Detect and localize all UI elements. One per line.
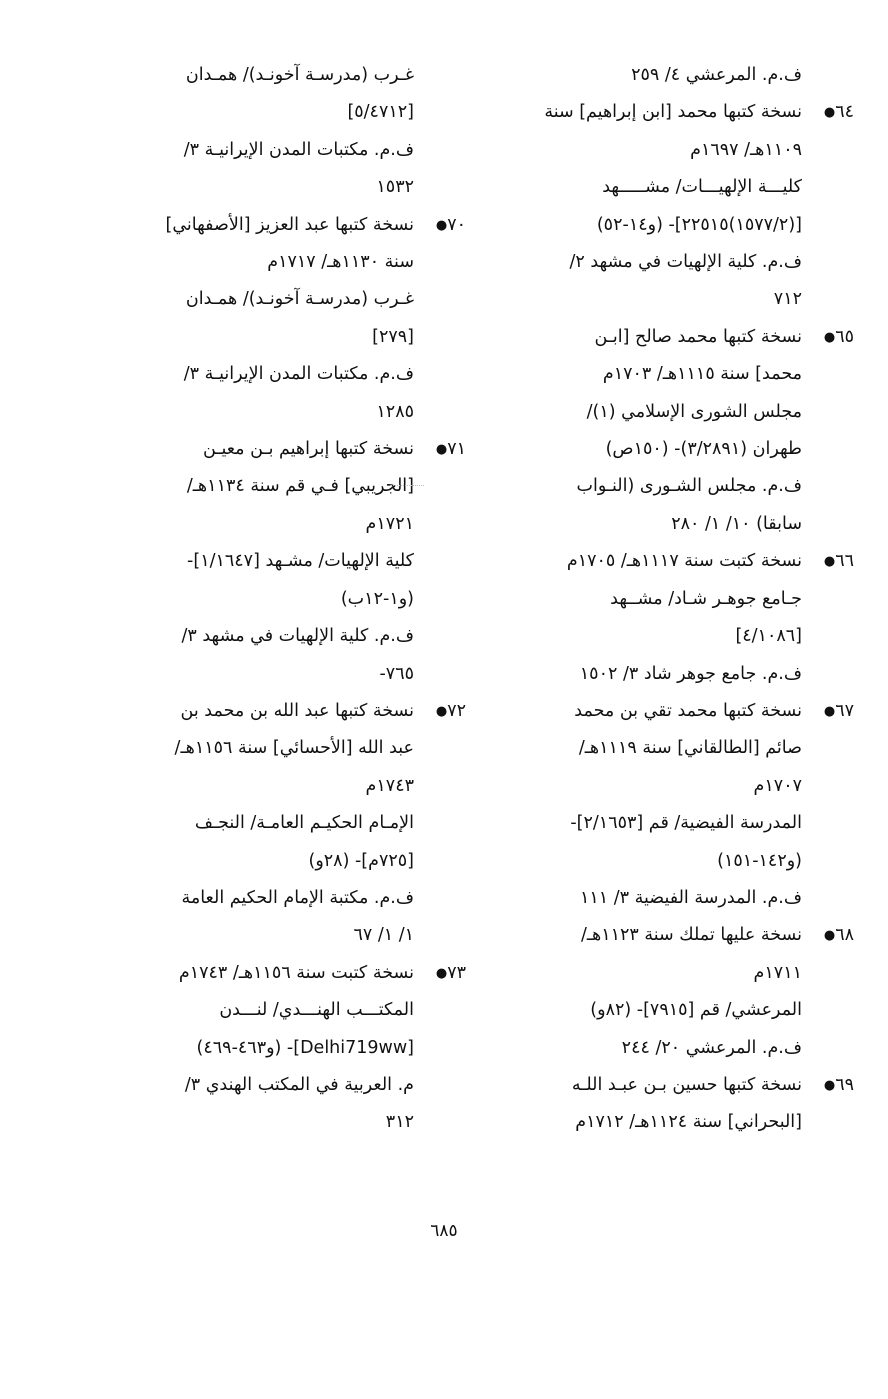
entry-line: ٧٦٥- bbox=[379, 663, 414, 684]
bullet-icon: ● bbox=[435, 442, 448, 458]
left-column bbox=[84, 57, 466, 1142]
entry-line: ١٧١١م bbox=[753, 962, 802, 983]
entry-line: طهران (٣/٢٨٩١)- (١٥٠ص) bbox=[605, 439, 802, 460]
entry-line: [Delhi719ww]- (و٤٦٣-٤٦٩) bbox=[196, 1037, 414, 1058]
bullet-icon: ● bbox=[435, 703, 448, 719]
entry-line: م. العربية في المكتب الهندي ٣/ bbox=[184, 1074, 414, 1095]
entry-line: [٤/١٠٨٦] bbox=[735, 626, 802, 647]
entry-continued bbox=[84, 57, 414, 207]
entry-line: سابقا) ١٠/ ١/ ٢٨٠ bbox=[671, 513, 802, 534]
entry-line: ف.م. كلية الإلهيات في مشهد ٣/ bbox=[181, 626, 414, 647]
entry-line: [٥/٤٧١٢] bbox=[347, 102, 414, 123]
entry-line: [الجريبي] فـي قم سنة ١١٣٤هـ/ bbox=[186, 476, 414, 497]
entry-number: ٧٣ bbox=[447, 962, 466, 983]
entry-number: ٦٥ bbox=[835, 326, 854, 347]
entry-line: (و١-١٢ب) bbox=[340, 588, 414, 609]
entry-68 bbox=[472, 917, 854, 1067]
bullet-icon: ● bbox=[823, 329, 836, 345]
bullet-icon: ● bbox=[823, 554, 836, 570]
bullet-icon: ● bbox=[823, 928, 836, 944]
page-number: ٦٨٥ bbox=[430, 1221, 458, 1241]
entry-line: كلية الإلهيات/ مشـهد [١/١٦٤٧]- bbox=[187, 551, 414, 572]
right-column bbox=[472, 57, 854, 1142]
entry-line: نسخة كتبها حسين بـن عبـد اللـه bbox=[571, 1074, 802, 1095]
entry-73 bbox=[84, 955, 466, 1142]
entry-line: عبد الله [الأحسائي] سنة ١١٥٦هـ/ bbox=[174, 738, 414, 759]
entry-line: المكتـــب الهنـــدي/ لنـــدن bbox=[219, 1000, 414, 1021]
entry-line: سنة ١١٣٠هـ/ ١٧١٧م bbox=[267, 252, 414, 273]
entry-line: ١٧٤٣م bbox=[365, 775, 414, 796]
bullet-icon: ● bbox=[435, 217, 448, 233]
entry-number: ٦٤ bbox=[835, 102, 854, 123]
entry-line: مجلس الشورى الإسلامي (١)/ bbox=[586, 401, 802, 422]
entry-line: ١١٠٩هـ/ ١٦٩٧م bbox=[690, 139, 802, 160]
entry-line: (و١٤٢-١٥١) bbox=[717, 850, 802, 871]
entry-66 bbox=[472, 543, 854, 693]
entry-line: ف.م. مجلس الشـورى (النـواب bbox=[576, 476, 802, 497]
entry-number: ٧٠ bbox=[447, 214, 466, 235]
scan-artifact-line bbox=[390, 485, 424, 486]
entry-line: ١٧٠٧م bbox=[753, 775, 802, 796]
entry-number: ٦٦ bbox=[835, 551, 854, 572]
entry-line: نسخة كتبها إبراهيم بـن معيـن bbox=[203, 439, 414, 460]
entry-line: ف.م. المرعشي ٢٠/ ٢٤٤ bbox=[621, 1037, 802, 1058]
entry-number: ٦٨ bbox=[835, 925, 854, 946]
entry-line: ١٧٢١م bbox=[365, 513, 414, 534]
entry-line: نسخة كتبها عبد الله بن محمد بن bbox=[180, 700, 414, 721]
entry-line: [٧٢٥م]- (٢٨و) bbox=[308, 850, 414, 871]
bullet-icon: ● bbox=[823, 703, 836, 719]
entry-line: نسخة كتبها عبد العزيز [الأصفهاني] bbox=[165, 214, 414, 235]
bullet-icon: ● bbox=[823, 105, 836, 121]
entry-line: نسخة كتبت سنة ١١١٧هـ/ ١٧٠٥م bbox=[566, 551, 802, 572]
entry-line: ١٢٨٥ bbox=[376, 401, 414, 422]
entry-line: نسخة كتبها محمد [ابن إبراهيم] سنة bbox=[544, 102, 802, 123]
entry-number: ٦٩ bbox=[835, 1074, 854, 1095]
entry-line: ف.م. المدرسة الفيضية ٣/ ١١١ bbox=[579, 887, 802, 908]
entry-line: كليـــة الإلهيـــات/ مشـــــهد bbox=[602, 177, 802, 198]
entry-number: ٦٧ bbox=[835, 700, 854, 721]
entry-line: المرعشي/ قم [٧٩١٥]- (٨٢و) bbox=[590, 1000, 802, 1021]
entry-line: غـرب (مدرسـة آخونـد)/ همـدان bbox=[185, 289, 414, 310]
entry-line: محمد] سنة ١١١٥هـ/ ١٧٠٣م bbox=[602, 364, 802, 385]
entry-line: [(١٥٧٧/٢)٢٢٥١٥]- (و١٤-٥٢) bbox=[596, 214, 802, 235]
entry-line: المدرسة الفيضية/ قم [٢/١٦٥٣]- bbox=[570, 813, 802, 834]
entry-line: ٣١٢ bbox=[385, 1112, 414, 1133]
entry-67 bbox=[472, 693, 854, 917]
entry-line: نسخة عليها تملك سنة ١١٢٣هـ/ bbox=[580, 925, 802, 946]
entry-number: ٧١ bbox=[447, 439, 466, 460]
entry-line: ١٥٣٢ bbox=[376, 177, 414, 198]
bullet-icon: ● bbox=[435, 965, 448, 981]
entry-line: ف.م. كلية الإلهيات في مشهد ٢/ bbox=[569, 252, 802, 273]
entry-70 bbox=[84, 207, 466, 431]
entry-line: ف.م. جامع جوهر شاد ٣/ ١٥٠٢ bbox=[579, 663, 802, 684]
entry-continued bbox=[472, 57, 802, 94]
entry-line: ٧١٢ bbox=[773, 289, 802, 310]
entry-65 bbox=[472, 319, 854, 543]
entry-line: جـامع جوهـر شـاد/ مشــهد bbox=[610, 588, 802, 609]
entry-line: ف.م. مكتبات المدن الإيرانيـة ٣/ bbox=[183, 364, 414, 385]
bullet-icon: ● bbox=[823, 1077, 836, 1093]
entry-line: ف.م. مكتبة الإمام الحكيم العامة bbox=[181, 887, 414, 908]
entry-64 bbox=[472, 94, 854, 318]
entry-72 bbox=[84, 693, 466, 955]
entry-line: الإمـام الحكيـم العامـة/ النجـف bbox=[194, 813, 414, 834]
entry-line: [البحراني] سنة ١١٢٤هـ/ ١٧١٢م bbox=[575, 1112, 802, 1133]
entry-line: ١/ ١/ ٦٧ bbox=[353, 925, 414, 946]
entry-69 bbox=[472, 1067, 854, 1142]
entry-line: ف.م. مكتبات المدن الإيرانيـة ٣/ bbox=[183, 139, 414, 160]
entry-line: ف.م. المرعشي ٤/ ٢٥٩ bbox=[631, 65, 802, 85]
entry-line: صائم [الطالقاني] سنة ١١١٩هـ/ bbox=[578, 738, 802, 759]
entry-line: نسخة كتبت سنة ١١٥٦هـ/ ١٧٤٣م bbox=[178, 962, 414, 983]
entry-line: نسخة كتبها محمد تقي بن محمد bbox=[574, 700, 802, 721]
entry-number: ٧٢ bbox=[447, 700, 466, 721]
entry-71 bbox=[84, 431, 466, 693]
entry-line: غـرب (مدرسـة آخونـد)/ همـدان bbox=[185, 65, 414, 85]
entry-line: [٢٧٩] bbox=[372, 326, 414, 347]
entry-line: نسخة كتبها محمد صالح [ابـن bbox=[594, 326, 802, 347]
